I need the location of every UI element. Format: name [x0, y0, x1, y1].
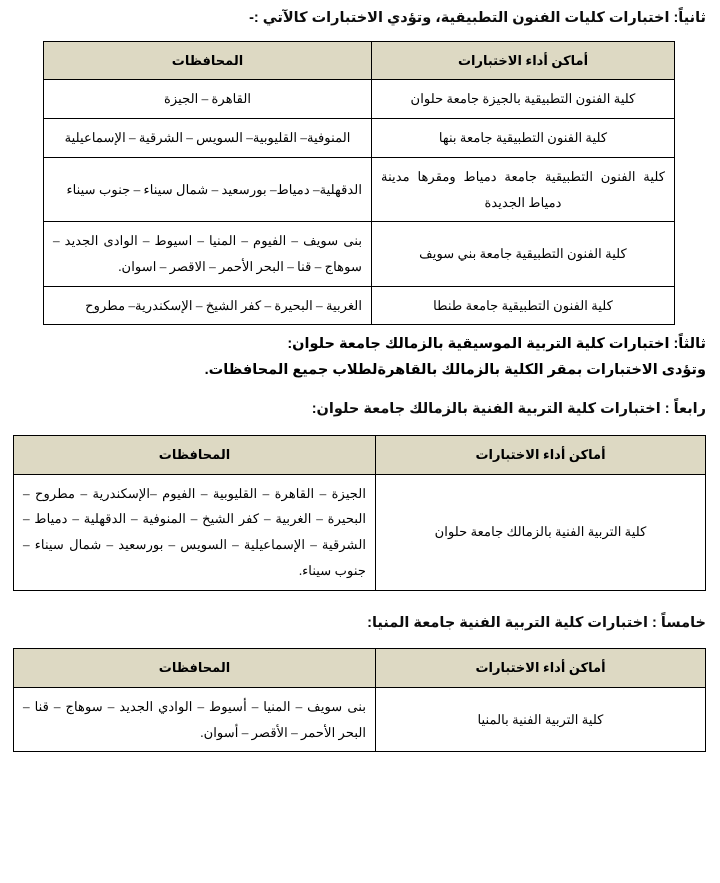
table-row	[44, 157, 675, 221]
cell-place: كلية التربية الفنية بالمنيا	[376, 687, 706, 751]
cell-place: كلية الفنون التطبيقية جامعة بني سويف	[372, 222, 675, 286]
section-third	[0, 332, 720, 383]
column-header-governorates: المحافظات	[14, 649, 376, 688]
spacer	[0, 591, 720, 613]
table-row	[14, 474, 706, 590]
table-art-education-minya-body	[14, 687, 706, 751]
cell-governorates: بنى سويف – الفيوم – المنيا – اسيوط – الوادى الجديد – سوهاج – قنا – البحر الأحمر – الاقصر – اسوان.	[44, 222, 372, 286]
table-art-education-helwan-body	[14, 474, 706, 590]
column-header-governorates: المحافظات	[14, 435, 376, 474]
spacer	[0, 383, 720, 399]
section-heading-fifth: خامساً : اختبارات كلية التربية الفنية جامعة المنيا:	[367, 614, 706, 631]
table-row	[44, 80, 675, 119]
column-header-places: أماكن أداء الاختبارات	[372, 41, 675, 80]
table-applied-arts-head	[44, 41, 675, 80]
table-applied-arts-body	[44, 80, 675, 325]
cell-place: كلية الفنون التطبيقية جامعة بنها	[372, 119, 675, 158]
table-applied-arts	[43, 41, 675, 326]
table-row	[14, 687, 706, 751]
cell-governorates: الدقهلية– دمياط– بورسعيد – شمال سيناء – جنوب سيناء	[44, 157, 372, 221]
table-header-row	[44, 41, 675, 80]
spacer	[0, 421, 720, 431]
spacer	[0, 634, 720, 644]
table-art-education-helwan	[13, 435, 706, 591]
column-header-places: أماكن أداء الاختبارات	[376, 435, 706, 474]
table-art-education-minya	[13, 648, 706, 752]
cell-governorates: المنوفية– القليوبية– السويس – الشرقية – الإسماعيلية	[44, 119, 372, 158]
section-heading-fourth: رابعاً : اختبارات كلية التربية الفنية بالزمالك جامعة حلوان:	[311, 401, 706, 418]
cell-place: كلية الفنون التطبيقية جامعة دمياط ومقرها مدينة دمياط الجديدة	[372, 157, 675, 221]
table-row	[44, 286, 675, 325]
cell-governorates: بنى سويف – المنيا – أسيوط – الوادي الجديد – سوهاج – قنا – البحر الأحمر – الأقصر – أسوان.	[14, 687, 376, 751]
table-row	[44, 119, 675, 158]
table-row	[44, 222, 675, 286]
table-header-row	[14, 649, 706, 688]
section-heading-second: ثانياً: اختبارات كليات الفنون التطبيقية، وتؤدي الاختبارات كالآتي :-	[249, 10, 706, 26]
section-body-third: وتؤدى الاختبارات بمقر الكلية بالزمالك بالقاهرةلطلاب جميع المحافظات.	[204, 361, 706, 378]
cell-governorates: الغربية – البحيرة – كفر الشيخ – الإسكندرية– مطروح	[44, 286, 372, 325]
table-art-education-minya-head	[14, 649, 706, 688]
cell-place: كلية الفنون التطبيقية بالجيزة جامعة حلوان	[372, 80, 675, 119]
cell-place: كلية الفنون التطبيقية جامعة طنطا	[372, 286, 675, 325]
section-heading-third: ثالثاً: اختبارات كلية التربية الموسيقية بالزمالك جامعة حلوان:	[287, 336, 706, 353]
cell-governorates: الجيزة – القاهرة – القليوبية – الفيوم –الإسكندرية – مطروح – البحيرة – الغربية – كفر الشيخ – المنوفية – الدقهلية – دمياط – الشرقية – الإسماعيلية – السويس – بورسعيد – شمال سيناء – جنوب سيناء.	[14, 474, 376, 590]
column-header-places: أماكن أداء الاختبارات	[376, 649, 706, 688]
cell-governorates: القاهرة – الجيزة	[44, 80, 372, 119]
cell-place: كلية التربية الفنية بالزمالك جامعة حلوان	[376, 474, 706, 590]
table-header-row	[14, 435, 706, 474]
column-header-governorates: المحافظات	[44, 41, 372, 80]
table-art-education-helwan-head	[14, 435, 706, 474]
